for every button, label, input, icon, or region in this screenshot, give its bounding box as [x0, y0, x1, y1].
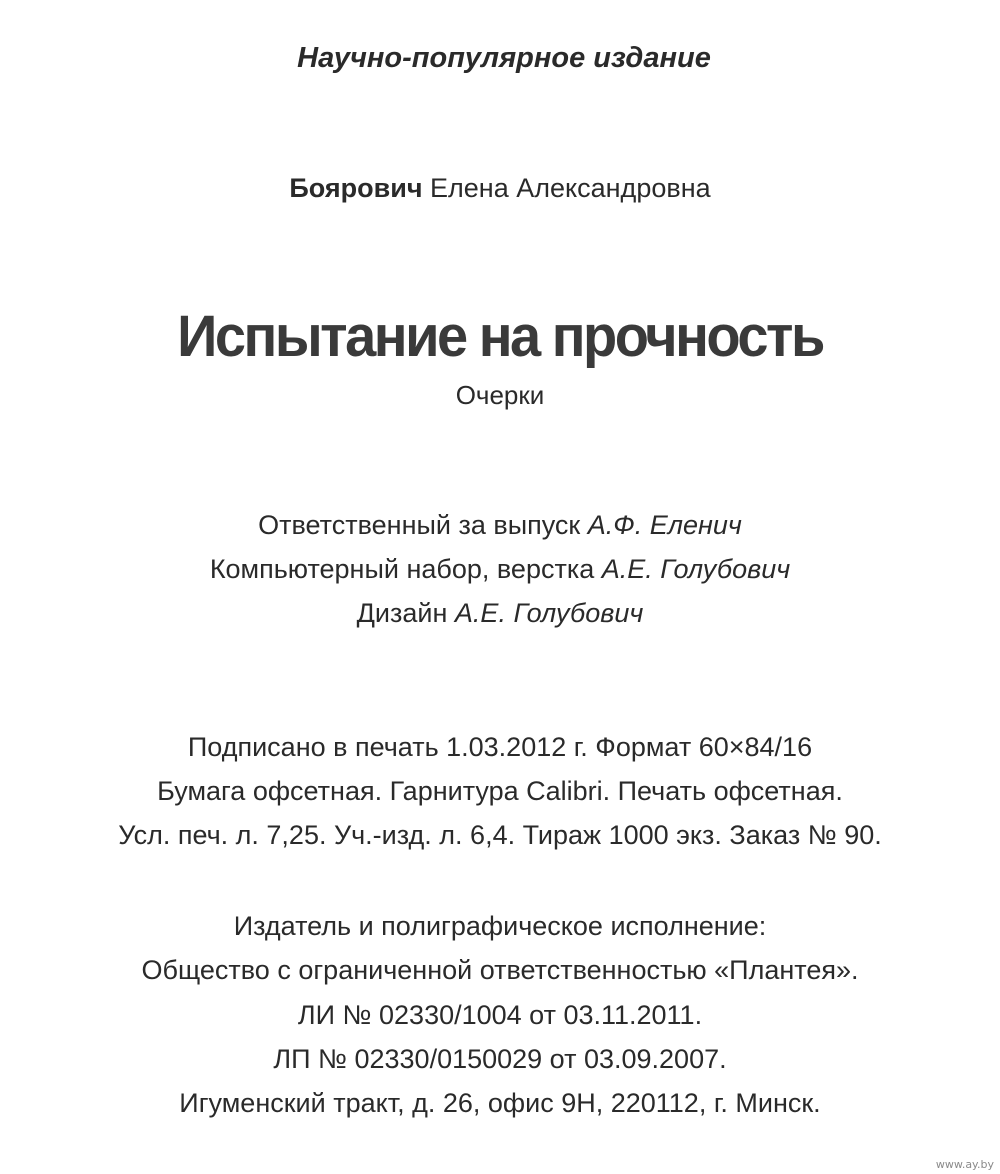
- credit-name: А.Ф. Еленич: [587, 510, 742, 540]
- watermark: www.ay.by: [935, 1158, 994, 1171]
- publisher-line: ЛИ № 02330/1004 от 03.11.2011.: [297, 1000, 703, 1030]
- imprint-line: Усл. печ. л. 7,25. Уч.-изд. л. 6,4. Тираж 1000 экз. Заказ № 90.: [118, 820, 882, 850]
- credit-role: Ответственный за выпуск: [258, 510, 581, 540]
- book-title: Испытание на прочность: [177, 302, 823, 369]
- credit-role: Дизайн: [356, 598, 448, 628]
- imprint-line: Бумага офсетная. Гарнитура Calibri. Печать офсетная.: [157, 776, 843, 806]
- publisher-line: Игуменский тракт, д. 26, офис 9Н, 220112, г. Минск.: [179, 1088, 821, 1118]
- author-given-names: Елена Александровна: [430, 173, 711, 203]
- credit-line: [0, 512, 1000, 539]
- credit-line: [0, 556, 1000, 583]
- genre-label: Научно-популярное издание: [297, 42, 711, 74]
- credit-role: Компьютерный набор, верстка: [209, 554, 595, 584]
- publisher-line: Общество с ограниченной ответственностью «Плантея».: [141, 955, 859, 985]
- author-surname: Боярович: [289, 173, 423, 203]
- credit-name: А.Е. Голубович: [454, 598, 644, 628]
- publisher-line: Издатель и полиграфическое исполнение:: [233, 911, 767, 941]
- book-subtitle: Очерки: [455, 380, 545, 410]
- credit-name: А.Е. Голубович: [601, 554, 791, 584]
- imprint-line: Подписано в печать 1.03.2012 г. Формат 60×84/16: [187, 732, 813, 762]
- credit-line: [0, 600, 1000, 627]
- author-line: [0, 175, 1000, 202]
- publisher-line: ЛП № 02330/0150029 от 03.09.2007.: [273, 1044, 727, 1074]
